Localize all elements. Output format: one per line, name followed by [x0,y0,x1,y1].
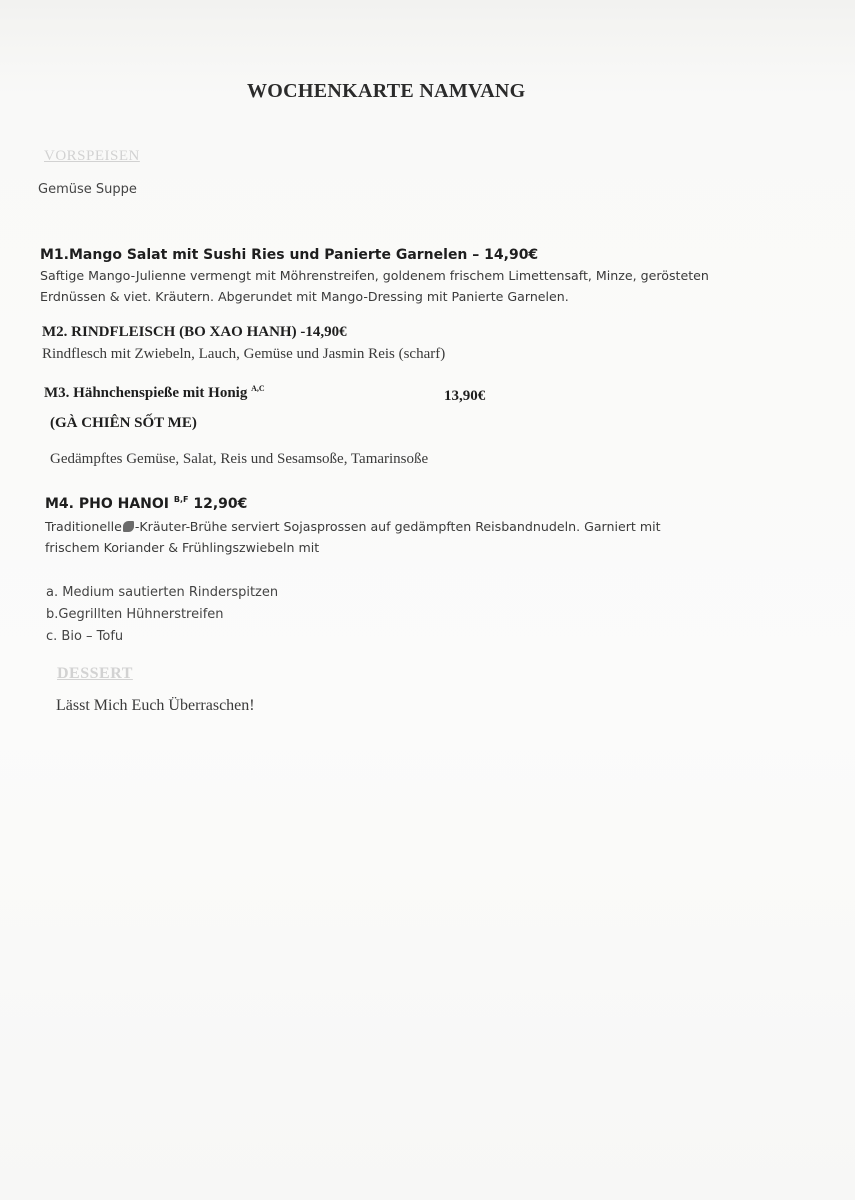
m2-desc: Rindflesch mit Zwiebeln, Lauch, Gemüse und Jasmin Reis (scharf) [42,346,446,362]
leaf-icon [123,521,134,532]
m4-title-text: M4. PHO HANOI [45,496,169,512]
m3-price: 13,90€ [444,388,486,404]
m3-allergens: A,C [251,384,265,393]
m4-desc-line1-b: -Kräuter-Brühe serviert Sojasprossen auf gedämpften Reisbandnudeln. Garniert mit [134,519,661,534]
m3-title-text: M3. Hähnchenspieße mit Honig [44,385,248,401]
page-title: WOCHENKARTE NAMVANG [247,80,526,102]
m4-title [45,495,247,512]
dessert-text: Lässt Mich Euch Überraschen! [56,697,255,714]
m4-price: 12,90€ [193,496,248,512]
m2-title: M2. RINDFLEISCH (BO XAO HANH) -14,90€ [42,324,347,340]
section-heading-dessert: DESSERT [57,665,133,682]
m3-desc: Gedämpftes Gemüse, Salat, Reis und Sesamsoße, Tamarinsoße [50,451,429,467]
m3-title [44,384,265,402]
m1-desc-line1: Saftige Mango-Julienne vermengt mit Möhrenstreifen, goldenem frischem Limettensaft, Minze, gerösteten [40,268,709,283]
m4-desc-line1 [45,519,661,534]
m4-desc-line1-a: Traditionelle [45,519,122,534]
section-heading-vorspeisen: VORSPEISEN [44,148,140,164]
m3-subtitle: (GÀ CHIÊN SỐT ME) [50,415,197,431]
m4-option-c: c. Bio – Tofu [46,629,124,644]
m4-option-b: b.Gegrillten Hühnerstreifen [46,607,224,622]
m4-allergens: B,F [173,495,189,504]
m4-option-a: a. Medium sautierten Rinderspitzen [46,585,279,600]
m4-desc-line2: frischem Koriander & Frühlingszwiebeln mit [45,540,320,555]
m1-title: M1.Mango Salat mit Sushi Ries und Panierte Garnelen – 14,90€ [40,247,539,263]
m1-desc-line2: Erdnüssen & viet. Kräutern. Abgerundet mit Mango-Dressing mit Panierte Garnelen. [40,289,569,304]
vorspeisen-item: Gemüse Suppe [38,182,137,197]
